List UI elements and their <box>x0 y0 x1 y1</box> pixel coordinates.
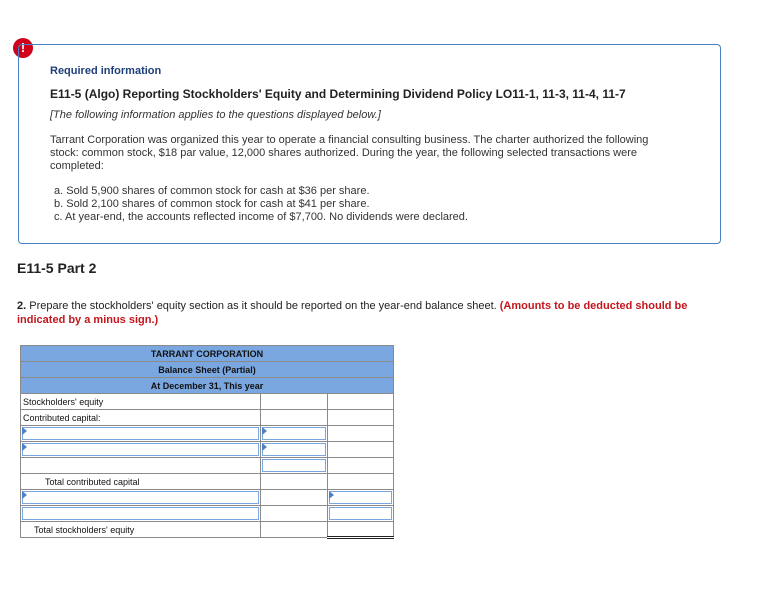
exercise-title: E11-5 (Algo) Reporting Stockholders' Equity and Determining Dividend Policy LO11-1, 11-3, 11-4, 11-7 <box>50 87 626 101</box>
applies-note: [The following information applies to the questions displayed below.] <box>50 109 381 121</box>
statement-title: Balance Sheet (Partial) <box>21 362 394 378</box>
account-select-3[interactable] <box>21 490 261 506</box>
contributed-capital-label: Contributed capital: <box>21 410 261 426</box>
question-number: 2. <box>17 300 27 312</box>
dropdown-marker-icon <box>22 427 27 435</box>
alert-icon: ! <box>13 38 33 58</box>
question-instruction: (Amounts to be deducted should be indicated by a minus sign.) <box>17 300 688 326</box>
total-equity-amount[interactable] <box>328 522 394 538</box>
account-select-4[interactable] <box>21 506 261 522</box>
dropdown-marker-icon <box>262 427 267 435</box>
transactions-list <box>54 185 468 224</box>
amount-input-5[interactable] <box>328 506 394 522</box>
statement-date: At December 31, This year <box>21 378 394 394</box>
stockholders-equity-label: Stockholders' equity <box>21 394 261 410</box>
amount-input-1[interactable] <box>261 426 328 442</box>
transaction-item-c: c. At year-end, the accounts reflected income of $7,700. No dividends were declared. <box>54 211 468 223</box>
table-row <box>21 506 394 522</box>
question-text <box>17 299 727 327</box>
dropdown-marker-icon <box>262 443 267 451</box>
table-row <box>21 522 394 538</box>
amount-input-3[interactable] <box>261 458 328 474</box>
amount-input-2[interactable] <box>261 442 328 458</box>
part-title: E11-5 Part 2 <box>17 260 97 276</box>
table-row <box>21 458 394 474</box>
total-contributed-capital-label: Total contributed capital <box>21 474 261 490</box>
dropdown-marker-icon <box>22 491 27 499</box>
table-row <box>21 474 394 490</box>
account-select-2[interactable] <box>21 442 261 458</box>
company-name: TARRANT CORPORATION <box>21 346 394 362</box>
transaction-item-b: b. Sold 2,100 shares of common stock for cash at $41 per share. <box>54 198 370 210</box>
table-row <box>21 426 394 442</box>
table-row <box>21 410 394 426</box>
dropdown-marker-icon <box>22 443 27 451</box>
balance-sheet-table <box>20 345 394 539</box>
dropdown-marker-icon <box>329 491 334 499</box>
transaction-item-a: a. Sold 5,900 shares of common stock for cash at $36 per share. <box>54 185 370 197</box>
table-row <box>21 442 394 458</box>
table-row <box>21 394 394 410</box>
required-information-label: Required information <box>50 65 162 77</box>
question-body: Prepare the stockholders' equity section as it should be reported on the year-end balance sheet. <box>26 300 500 312</box>
required-information-box <box>18 44 721 244</box>
table-row <box>21 490 394 506</box>
amount-input-4[interactable] <box>328 490 394 506</box>
account-select-1[interactable] <box>21 426 261 442</box>
problem-paragraph: Tarrant Corporation was organized this year to operate a financial consulting business. The charter authorized the following stock: common stock, $18 par value, 12,000 shares authorized. During the year, the following selected transactions were completed: <box>50 134 649 172</box>
total-stockholders-equity-label: Total stockholders' equity <box>21 522 261 538</box>
